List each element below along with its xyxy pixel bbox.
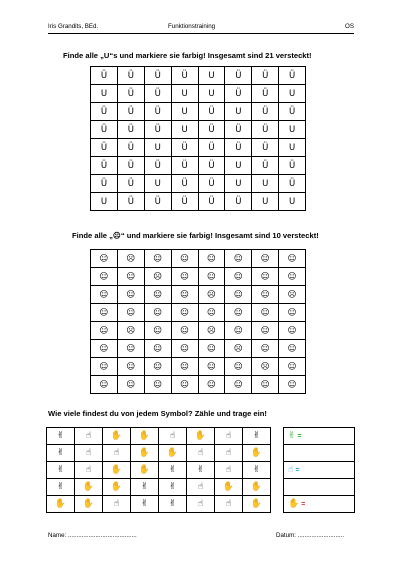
letter-cell[interactable]: Ü: [225, 139, 252, 157]
key-row: [284, 462, 355, 479]
letter-cell[interactable]: U: [225, 103, 252, 121]
letter-cell[interactable]: Ü: [198, 193, 225, 211]
face-cell[interactable]: ☺: [91, 268, 118, 286]
face-cell[interactable]: ☺: [252, 376, 279, 394]
key-equals: =: [301, 501, 306, 508]
face-cell[interactable]: ☺: [144, 250, 171, 268]
face-cell[interactable]: ☺: [117, 268, 144, 286]
letter-cell[interactable]: Ü: [117, 175, 144, 193]
hand-cell[interactable]: ✋: [103, 428, 131, 445]
hand-cell[interactable]: ✋: [187, 428, 215, 445]
hand-cell[interactable]: ✌: [187, 462, 215, 479]
letter-cell[interactable]: Ü: [225, 67, 252, 85]
face-cell[interactable]: ☹: [198, 322, 225, 340]
face-cell[interactable]: ☹: [252, 358, 279, 376]
name-field[interactable]: Name: ........................................: [48, 532, 137, 539]
letter-cell[interactable]: Ü: [252, 139, 279, 157]
key-equals: =: [297, 433, 302, 440]
face-cell[interactable]: ☺: [144, 304, 171, 322]
face-cell[interactable]: ☺: [198, 376, 225, 394]
letter-cell[interactable]: Ü: [144, 67, 171, 85]
letter-cell[interactable]: Ü: [171, 139, 198, 157]
letter-cell[interactable]: U: [91, 193, 118, 211]
letter-cell[interactable]: Ü: [279, 175, 306, 193]
face-cell[interactable]: ☺: [117, 340, 144, 358]
letter-cell[interactable]: U: [225, 175, 252, 193]
hand-cell[interactable]: ☝: [75, 428, 103, 445]
hand-cell[interactable]: ✌: [159, 496, 187, 513]
face-cell[interactable]: ☺: [279, 376, 306, 394]
key-row: [284, 496, 355, 513]
letter-cell[interactable]: Ü: [171, 157, 198, 175]
face-cell[interactable]: ☺: [171, 376, 198, 394]
hand-cell-row: [47, 428, 271, 445]
face-cell[interactable]: ☺: [144, 340, 171, 358]
letter-cell[interactable]: Ü: [198, 157, 225, 175]
face-cell[interactable]: ☺: [252, 250, 279, 268]
date-field[interactable]: Datum: ...........................: [276, 532, 345, 539]
hand-cell[interactable]: ☝: [215, 462, 243, 479]
face-cell[interactable]: ☺: [144, 376, 171, 394]
letter-cell[interactable]: Ü: [117, 67, 144, 85]
letter-cell[interactable]: U: [198, 85, 225, 103]
letter-cell-row: [91, 67, 306, 85]
letter-cell[interactable]: U: [225, 157, 252, 175]
face-cell[interactable]: ☺: [279, 304, 306, 322]
task-3-instruction: Wie viele findest du von jedem Symbol? Zähle und trage ein!: [48, 409, 267, 418]
hand-cell[interactable]: ☝: [215, 496, 243, 513]
letter-cell[interactable]: U: [279, 85, 306, 103]
hand-cell[interactable]: ✋: [131, 462, 159, 479]
hand-cell[interactable]: ✋: [131, 445, 159, 462]
hand-cell[interactable]: ✌: [131, 496, 159, 513]
face-cell[interactable]: ☺: [171, 340, 198, 358]
face-cell[interactable]: ☹: [198, 286, 225, 304]
face-cell[interactable]: ☹: [117, 322, 144, 340]
face-cell[interactable]: ☺: [279, 268, 306, 286]
letter-cell[interactable]: Ü: [144, 85, 171, 103]
face-cell[interactable]: ☹: [144, 268, 171, 286]
key-symbol: ☝: [288, 465, 294, 475]
hand-cell[interactable]: ✌: [159, 479, 187, 496]
hand-cell[interactable]: ☝: [187, 445, 215, 462]
letter-cell[interactable]: U: [252, 175, 279, 193]
face-cell-row: [91, 304, 306, 322]
letter-cell[interactable]: Ü: [252, 157, 279, 175]
count-key-table: [283, 427, 355, 513]
face-cell-row: [91, 250, 306, 268]
hand-cell[interactable]: ☝: [215, 428, 243, 445]
face-cell[interactable]: ☺: [225, 250, 252, 268]
letter-cell[interactable]: U: [171, 85, 198, 103]
letter-cell[interactable]: U: [252, 193, 279, 211]
letter-cell[interactable]: U: [279, 139, 306, 157]
key-symbol: ✋: [288, 499, 300, 509]
letter-cell[interactable]: Ü: [91, 67, 118, 85]
face-cell[interactable]: ☺: [279, 340, 306, 358]
hand-cell-row: [47, 445, 271, 462]
face-cell[interactable]: ☺: [91, 340, 118, 358]
letter-cell[interactable]: U: [91, 85, 118, 103]
hand-symbol-grid: [46, 427, 271, 513]
letter-cell-row: [91, 103, 306, 121]
key-answer-cell[interactable]: [284, 479, 355, 496]
letter-cell[interactable]: Ü: [225, 121, 252, 139]
level-label: OS: [345, 23, 354, 30]
letter-cell[interactable]: U: [171, 121, 198, 139]
letter-cell[interactable]: Ü: [198, 121, 225, 139]
hand-cell[interactable]: ✌: [243, 462, 271, 479]
hand-cell[interactable]: ✋: [131, 428, 159, 445]
face-cell[interactable]: ☺: [144, 358, 171, 376]
letter-cell[interactable]: Ü: [91, 157, 118, 175]
hand-cell[interactable]: ✋: [243, 496, 271, 513]
hand-cell[interactable]: ✌: [47, 445, 75, 462]
face-cell[interactable]: ☺: [225, 286, 252, 304]
letter-cell[interactable]: Ü: [91, 139, 118, 157]
key-row: [284, 479, 355, 496]
worksheet-title: Funktionstraining: [168, 23, 216, 30]
face-cell-row: [91, 358, 306, 376]
face-cell[interactable]: ☺: [171, 250, 198, 268]
letter-cell[interactable]: Ü: [252, 85, 279, 103]
hand-cell[interactable]: ✋: [159, 445, 187, 462]
letter-cell[interactable]: Ü: [225, 85, 252, 103]
face-cell-row: [91, 322, 306, 340]
letter-cell-row: [91, 175, 306, 193]
face-cell[interactable]: ☺: [171, 358, 198, 376]
face-cell[interactable]: ☺: [91, 358, 118, 376]
face-cell[interactable]: ☺: [91, 286, 118, 304]
hand-cell[interactable]: ☝: [187, 496, 215, 513]
face-cell[interactable]: ☹: [225, 340, 252, 358]
letter-cell[interactable]: Ü: [117, 121, 144, 139]
face-cell[interactable]: ☺: [252, 268, 279, 286]
face-cell[interactable]: ☺: [117, 286, 144, 304]
letter-cell[interactable]: Ü: [117, 103, 144, 121]
face-cell-row: [91, 376, 306, 394]
hand-cell[interactable]: ✌: [131, 479, 159, 496]
letter-cell[interactable]: Ü: [144, 121, 171, 139]
face-cell[interactable]: ☺: [117, 358, 144, 376]
face-cell[interactable]: ☺: [117, 376, 144, 394]
letter-cell[interactable]: U: [144, 175, 171, 193]
hand-cell-row: [47, 479, 271, 496]
face-cell[interactable]: ☺: [198, 250, 225, 268]
face-cell[interactable]: ☺: [171, 322, 198, 340]
letter-cell[interactable]: Ü: [91, 175, 118, 193]
letter-cell-row: [91, 157, 306, 175]
face-cell[interactable]: ☺: [91, 250, 118, 268]
face-cell[interactable]: ☺: [91, 322, 118, 340]
letter-cell-row: [91, 139, 306, 157]
hand-cell-row: [47, 462, 271, 479]
hand-cell-row: [47, 496, 271, 513]
hand-cell[interactable]: ☝: [187, 479, 215, 496]
letter-cell[interactable]: U: [279, 121, 306, 139]
face-cell-row: [91, 340, 306, 358]
face-cell[interactable]: ☺: [144, 286, 171, 304]
hand-cell[interactable]: ✋: [215, 479, 243, 496]
hand-cell[interactable]: ✌: [159, 462, 187, 479]
face-cell[interactable]: ☺: [252, 322, 279, 340]
letter-cell[interactable]: Ü: [198, 103, 225, 121]
letter-cell-row: [91, 193, 306, 211]
letter-cell[interactable]: Ü: [144, 157, 171, 175]
face-cell[interactable]: ☺: [117, 304, 144, 322]
hand-cell[interactable]: ✋: [103, 462, 131, 479]
hand-cell[interactable]: ☝: [75, 462, 103, 479]
smiley-grid: [90, 249, 306, 394]
letter-cell[interactable]: Ü: [279, 103, 306, 121]
face-cell[interactable]: ☺: [225, 268, 252, 286]
hand-cell[interactable]: ✋: [75, 496, 103, 513]
letter-cell[interactable]: Ü: [117, 157, 144, 175]
face-cell[interactable]: ☺: [198, 268, 225, 286]
key-equals: =: [295, 467, 300, 474]
face-cell[interactable]: ☹: [117, 250, 144, 268]
key-answer-cell[interactable]: [284, 428, 355, 445]
face-cell[interactable]: ☺: [225, 322, 252, 340]
hand-cell[interactable]: ✋: [47, 496, 75, 513]
face-cell[interactable]: ☺: [225, 376, 252, 394]
face-cell[interactable]: ☺: [171, 304, 198, 322]
hand-cell[interactable]: ✌: [243, 428, 271, 445]
hand-cell[interactable]: ✌: [47, 479, 75, 496]
letter-cell[interactable]: Ü: [91, 103, 118, 121]
face-cell[interactable]: ☺: [252, 286, 279, 304]
letter-cell[interactable]: U: [144, 139, 171, 157]
hand-cell[interactable]: ✋: [75, 479, 103, 496]
face-cell[interactable]: ☺: [171, 286, 198, 304]
task-2-instruction: Finde alle „☹“ und markiere sie farbig! Insgesamt sind 10 versteckt!: [72, 231, 319, 240]
letter-cell[interactable]: Ü: [252, 121, 279, 139]
key-answer-cell[interactable]: [284, 462, 355, 479]
key-row: [284, 445, 355, 462]
face-cell[interactable]: ☺: [225, 358, 252, 376]
letter-cell-row: [91, 121, 306, 139]
key-symbol: ✌: [288, 431, 296, 441]
hand-cell[interactable]: ✋: [243, 445, 271, 462]
page-header: [48, 23, 354, 34]
face-cell[interactable]: ☺: [198, 358, 225, 376]
face-cell[interactable]: ☺: [252, 304, 279, 322]
hand-cell[interactable]: ☝: [215, 445, 243, 462]
face-cell[interactable]: ☺: [225, 304, 252, 322]
face-cell[interactable]: ☺: [144, 322, 171, 340]
letter-cell[interactable]: Ü: [91, 121, 118, 139]
letter-cell[interactable]: Ü: [171, 175, 198, 193]
hand-cell[interactable]: ☝: [159, 428, 187, 445]
letter-cell[interactable]: Ü: [171, 193, 198, 211]
face-cell-row: [91, 268, 306, 286]
letter-cell[interactable]: Ü: [198, 139, 225, 157]
hand-cell[interactable]: ✋: [243, 479, 271, 496]
face-cell[interactable]: ☺: [252, 340, 279, 358]
letter-cell[interactable]: Ü: [279, 67, 306, 85]
face-cell[interactable]: ☺: [91, 376, 118, 394]
letter-cell[interactable]: Ü: [144, 193, 171, 211]
letter-cell[interactable]: Ü: [225, 193, 252, 211]
face-cell[interactable]: ☺: [279, 358, 306, 376]
letter-u-grid: [90, 66, 306, 211]
key-answer-cell[interactable]: [284, 496, 355, 513]
key-answer-cell[interactable]: [284, 445, 355, 462]
face-cell[interactable]: ☹: [279, 286, 306, 304]
letter-cell[interactable]: Ü: [252, 67, 279, 85]
hand-cell[interactable]: ☝: [75, 445, 103, 462]
hand-cell[interactable]: ✌: [47, 462, 75, 479]
letter-cell[interactable]: Ü: [117, 193, 144, 211]
author-label: Iris Grandits, BEd.: [48, 23, 99, 30]
letter-cell[interactable]: U: [198, 67, 225, 85]
letter-cell[interactable]: U: [279, 193, 306, 211]
hand-cell[interactable]: ☝: [103, 445, 131, 462]
face-cell[interactable]: ☺: [198, 304, 225, 322]
hand-cell[interactable]: ✌: [47, 428, 75, 445]
letter-cell[interactable]: Ü: [252, 103, 279, 121]
letter-cell-row: [91, 85, 306, 103]
letter-cell[interactable]: U: [171, 103, 198, 121]
face-cell[interactable]: ☺: [279, 250, 306, 268]
key-row: [284, 428, 355, 445]
letter-cell[interactable]: Ü: [198, 175, 225, 193]
face-cell[interactable]: ☺: [198, 340, 225, 358]
letter-cell[interactable]: Ü: [144, 103, 171, 121]
face-cell-row: [91, 286, 306, 304]
letter-cell[interactable]: Ü: [279, 157, 306, 175]
hand-cell[interactable]: ☝: [103, 496, 131, 513]
face-cell[interactable]: ☺: [91, 304, 118, 322]
letter-cell[interactable]: Ü: [117, 85, 144, 103]
letter-cell[interactable]: Ü: [117, 139, 144, 157]
hand-cell[interactable]: ✋: [103, 479, 131, 496]
face-cell[interactable]: ☺: [279, 322, 306, 340]
letter-cell[interactable]: Ü: [171, 67, 198, 85]
task-1-instruction: Finde alle „U“s und markiere sie farbig! Insgesamt sind 21 versteckt!: [63, 51, 312, 60]
face-cell[interactable]: ☺: [171, 268, 198, 286]
